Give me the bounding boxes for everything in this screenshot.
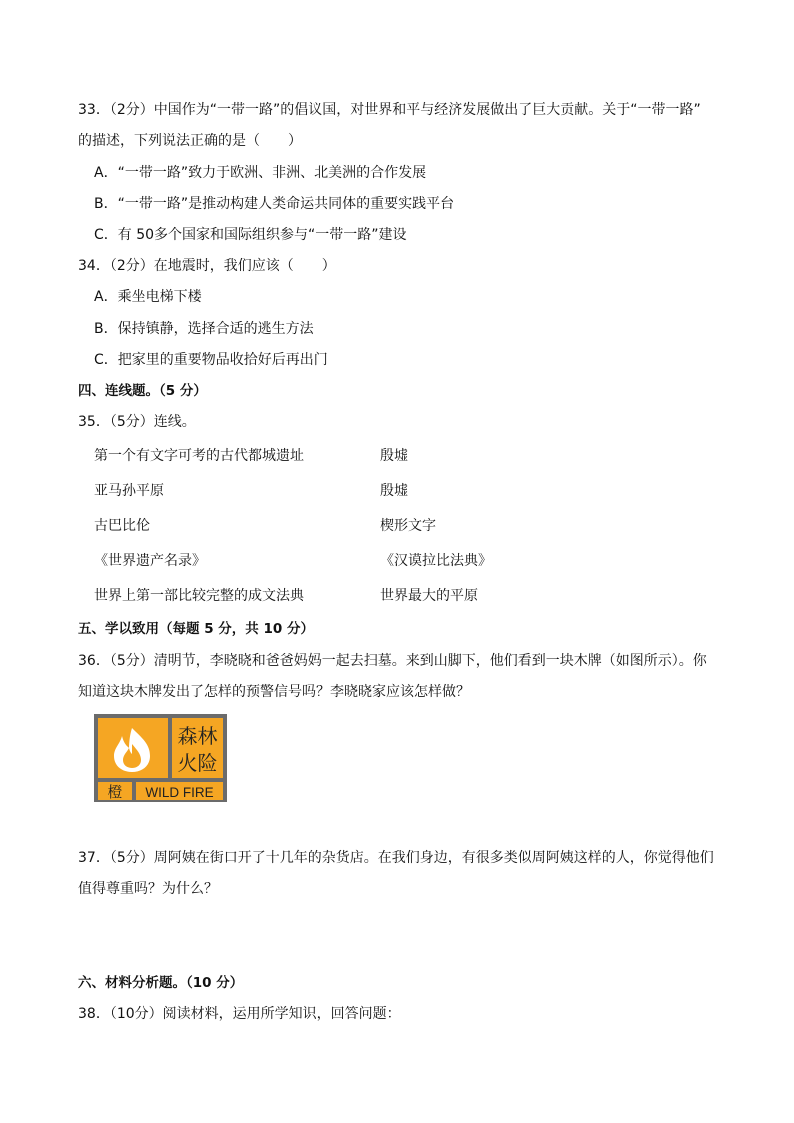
q33-stem-line1: 33．（2分）中国作为“一带一路”的倡议国，对世界和平与经济发展做出了巨大贡献。关于“一带一路”	[78, 102, 701, 118]
q34-option-a: A．乘坐电梯下楼	[94, 289, 202, 305]
q33-option-c: C．有 50多个国家和国际组织参与“一带一路”建设	[94, 227, 407, 243]
q35-right-item-1: 殷墟	[380, 448, 408, 464]
sign-level-text: 橙	[107, 783, 123, 801]
q35-right-item-3: 楔形文字	[380, 518, 436, 534]
wildfire-warning-sign	[94, 714, 227, 802]
sign-text-line2: 火险	[177, 751, 218, 775]
q38-stem: 38．（10分）阅读材料，运用所学知识，回答问题：	[78, 1006, 401, 1022]
q35-right-item-4: 《汉谟拉比法典》	[380, 553, 492, 569]
sign-english-text: WILD FIRE	[145, 785, 214, 800]
q36-stem-line1: 36．（5分）清明节，李晓晓和爸爸妈妈一起去扫墓。来到山脚下，他们看到一块木牌（如图所示）。你	[78, 653, 707, 669]
sign-text-line1: 森林	[177, 724, 218, 748]
q34-option-b: B．保持镇静，选择合适的逃生方法	[94, 321, 314, 337]
q33-stem-line2: 的描述，下列说法正确的是（ ）	[78, 133, 302, 149]
q35-right-item-2: 殷墟	[380, 483, 408, 499]
section6-heading: 六、材料分析题。（10 分）	[78, 975, 244, 991]
q35-right-item-5: 世界最大的平原	[380, 588, 478, 604]
q33-option-b: B．“一带一路”是推动构建人类命运共同体的重要实践平台	[94, 196, 455, 212]
section5-heading: 五、学以致用（每题 5 分，共 10 分）	[78, 621, 314, 637]
q36-stem-line2: 知道这块木牌发出了怎样的预警信号吗？李晓晓家应该怎样做？	[78, 684, 470, 700]
q37-stem-line1: 37．（5分）周阿姨在街口开了十几年的杂货店。在我们身边，有很多类似周阿姨这样的人，你觉得他们	[78, 850, 714, 866]
q34-stem: 34．（2分）在地震时，我们应该（ ）	[78, 258, 336, 274]
q37-stem-line2: 值得尊重吗？为什么？	[78, 881, 218, 897]
q35-left-item-4: 《世界遗产名录》	[94, 553, 206, 569]
q35-left-item-5: 世界上第一部比较完整的成文法典	[94, 588, 304, 604]
q35-stem: 35．（5分）连线。	[78, 414, 196, 430]
q35-left-item-2: 亚马孙平原	[94, 483, 164, 499]
q34-option-c: C．把家里的重要物品收拾好后再出门	[94, 352, 328, 368]
section4-heading: 四、连线题。（5 分）	[78, 383, 207, 399]
q33-option-a: A．“一带一路”致力于欧洲、非洲、北美洲的合作发展	[94, 165, 427, 181]
q35-left-item-3: 古巴比伦	[94, 518, 150, 534]
q35-left-item-1: 第一个有文字可考的古代都城遗址	[94, 448, 304, 464]
